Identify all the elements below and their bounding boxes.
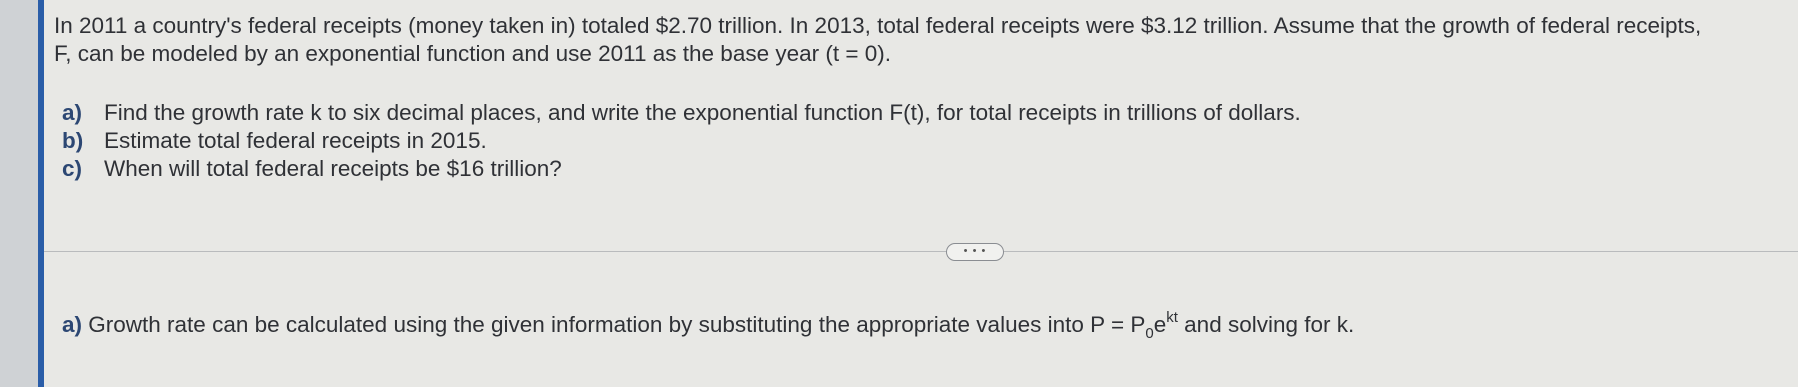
question-panel [44, 0, 1798, 387]
hint-text-after: and solving for k. [1184, 312, 1355, 337]
hint-subscript: 0 [1145, 325, 1154, 342]
subpart-label: a) [62, 100, 83, 125]
section-divider [44, 251, 1798, 252]
question-line-2: F, can be modeled by an exponential function and use 2011 as the base year (t = 0). [54, 41, 892, 66]
subpart-text: When will total federal receipts be $16 trillion? [104, 156, 562, 181]
hint-superscript: kt [1166, 309, 1178, 326]
subpart-b [62, 127, 1301, 155]
subpart-label: b) [62, 128, 84, 153]
hint-label: a) [62, 312, 83, 337]
subpart-text: Estimate total federal receipts in 2015. [104, 128, 487, 153]
subpart-list [62, 99, 1301, 183]
question-text [54, 12, 1794, 68]
hint-base: e [1153, 312, 1167, 337]
question-line-1: In 2011 a country's federal receipts (money taken in) totaled $2.70 trillion. In 2013, total federal receipts were $3.12 trillion. Assume that the growth of federal receipts, [54, 13, 1702, 38]
subpart-a [62, 99, 1301, 127]
subpart-c [62, 155, 1301, 183]
subpart-text: Find the growth rate k to six decimal places, and write the exponential function F(t), for total receipts in trillions of dollars. [104, 100, 1301, 125]
expand-button[interactable]: • • • [946, 243, 1004, 261]
solution-hint [62, 310, 1354, 340]
hint-text: Growth rate can be calculated using the given information by substituting the appropriate values into P = P [88, 312, 1146, 337]
left-sidebar [0, 0, 44, 387]
subpart-label: c) [62, 156, 83, 181]
